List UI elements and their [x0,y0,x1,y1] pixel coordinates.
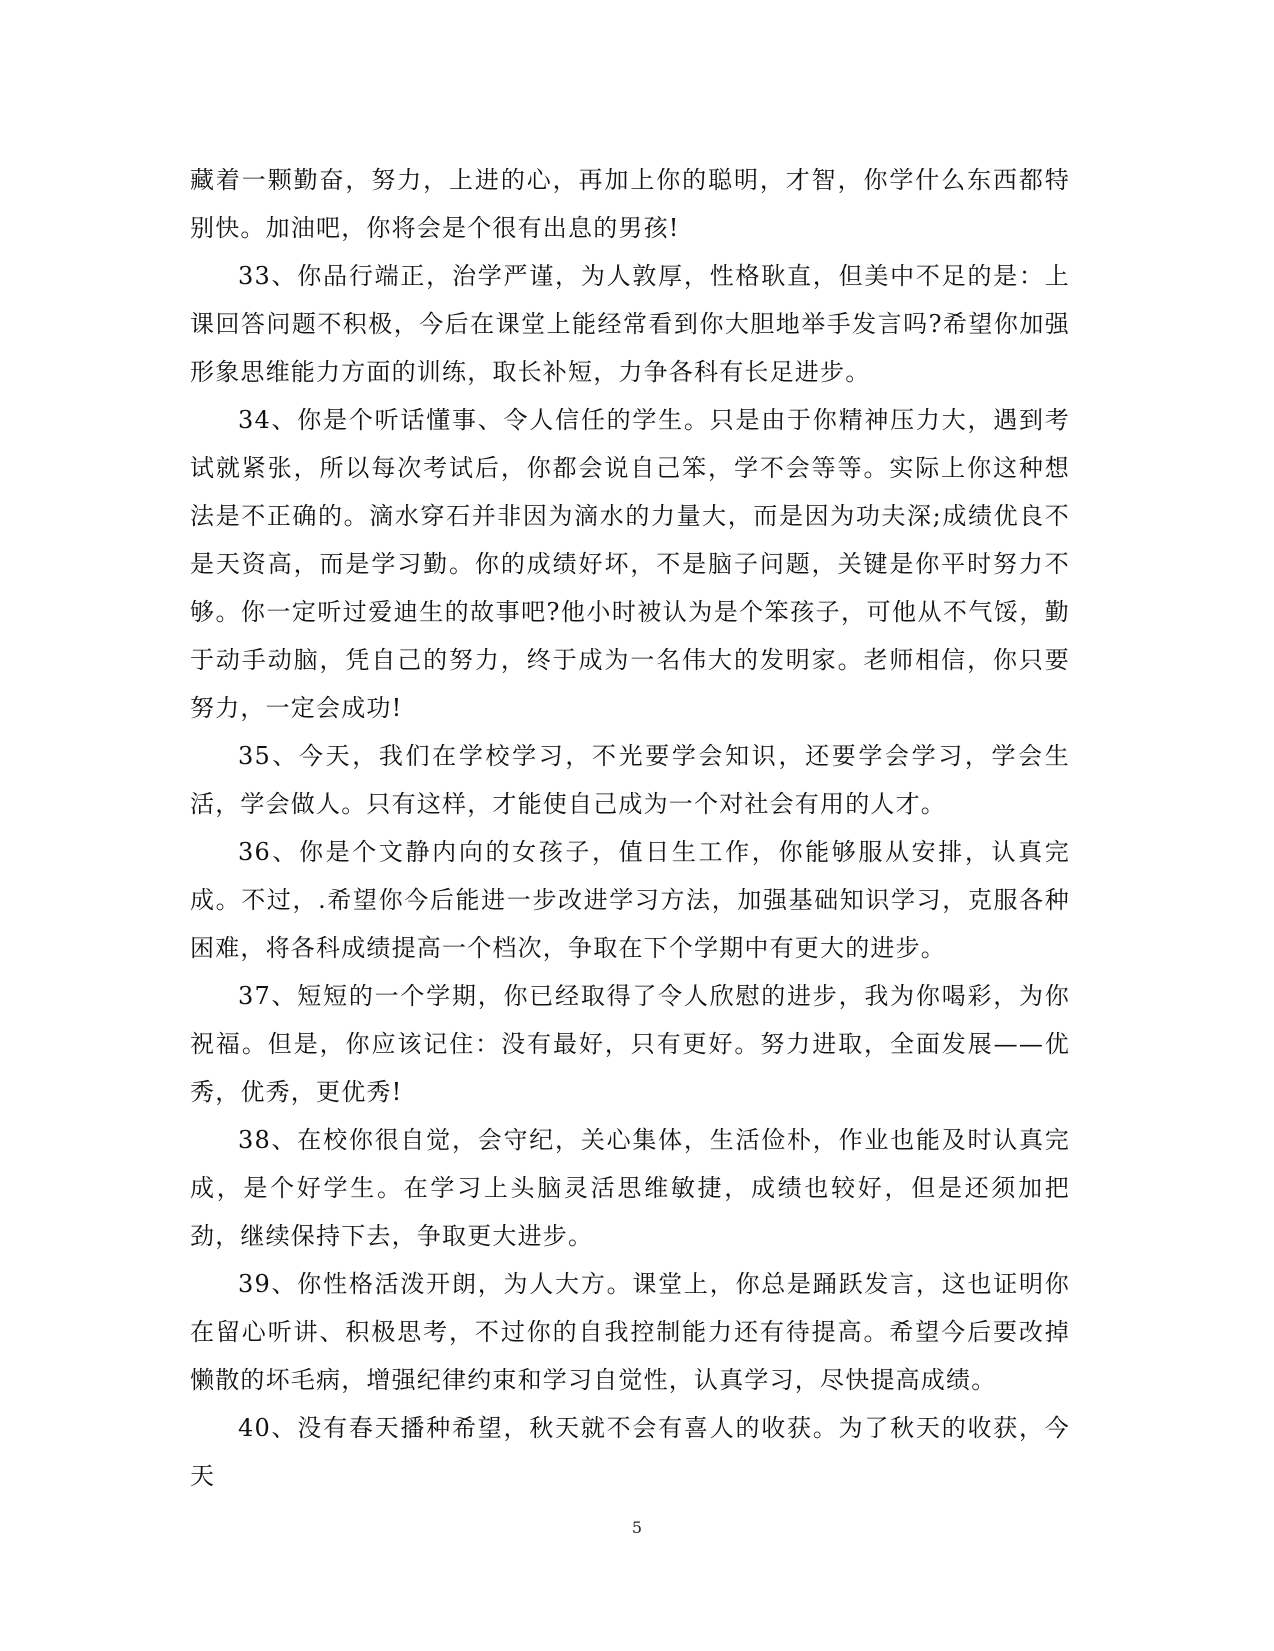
paragraph-36: 36、你是个文静内向的女孩子，值日生工作，你能够服从安排，认真完成。不过，.希望你今后能进一步改进学习方法，加强基础知识学习，克服各种困难，将各科成绩提高一个档次，争取在下个学期中有更大的进步。 [190,838,1070,962]
document-body [190,156,1070,1500]
paragraph-continuation: 藏着一颗勤奋，努力，上进的心，再加上你的聪明，才智，你学什么东西都特别快。加油吧，你将会是个很有出息的男孩! [190,166,1070,242]
paragraph-33: 33、你品行端正，治学严谨，为人敦厚，性格耿直，但美中不足的是：上课回答问题不积极，今后在课堂上能经常看到你大胆地举手发言吗?希望你加强形象思维能力方面的训练，取长补短，力争各科有长足进步。 [190,262,1070,386]
page-number: 5 [631,1518,643,1537]
paragraph-35: 35、今天，我们在学校学习，不光要学会知识，还要学会学习，学会生活，学会做人。只有这样，才能使自己成为一个对社会有用的人才。 [190,742,1070,818]
paragraph-38: 38、在校你很自觉，会守纪，关心集体，生活俭朴，作业也能及时认真完成，是个好学生。在学习上头脑灵活思维敏捷，成绩也较好，但是还须加把劲，继续保持下去，争取更大进步。 [190,1126,1070,1250]
paragraph-34: 34、你是个听话懂事、令人信任的学生。只是由于你精神压力大，遇到考试就紧张，所以每次考试后，你都会说自己笨，学不会等等。实际上你这种想法是不正确的。滴水穿石并非因为滴水的力量大，而是因为功夫深;成绩优良不是天资高，而是学习勤。你的成绩好坏，不是脑子问题，关键是你平时努力不够。你一定听过爱迪生的故事吧?他小时被认为是个笨孩子，可他从不气馁，勤于动手动脑，凭自己的努力，终于成为一名伟大的发明家。老师相信，你只要努力，一定会成功! [190,406,1070,722]
paragraph-39: 39、你性格活泼开朗，为人大方。课堂上，你总是踊跃发言，这也证明你在留心听讲、积极思考，不过你的自我控制能力还有待提高。希望今后要改掉懒散的坏毛病，增强纪律约束和学习自觉性，认真学习，尽快提高成绩。 [190,1270,1070,1394]
paragraph-37: 37、短短的一个学期，你已经取得了令人欣慰的进步，我为你喝彩，为你祝福。但是，你应该记住：没有最好，只有更好。努力进取，全面发展——优秀，优秀，更优秀! [190,982,1070,1106]
paragraph-40: 40、没有春天播种希望，秋天就不会有喜人的收获。为了秋天的收获，今天 [190,1414,1070,1490]
